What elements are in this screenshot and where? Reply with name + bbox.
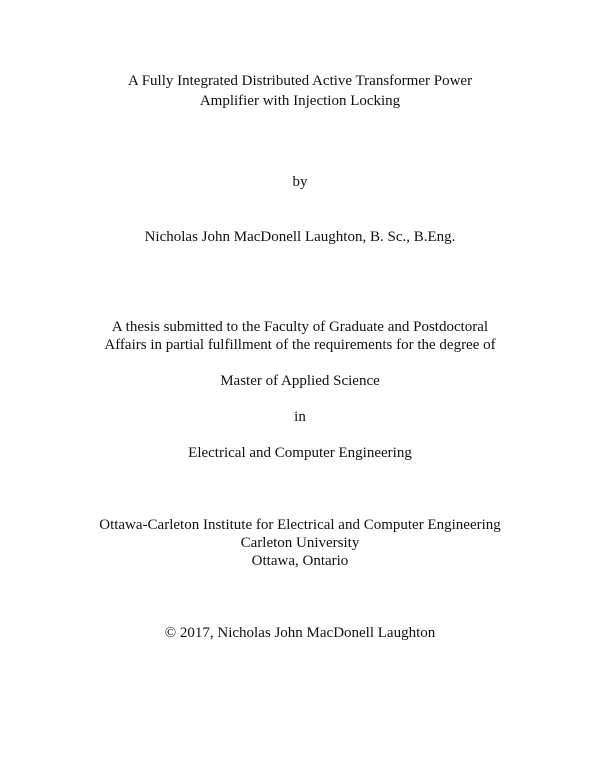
institution-line-3: Ottawa, Ontario: [251, 553, 349, 569]
title-line-2: Amplifier with Injection Locking: [199, 93, 401, 109]
in-label: in: [294, 409, 306, 425]
institution-line-1: Ottawa-Carleton Institute for Electrical and Computer Engineering: [99, 517, 501, 533]
institution-line-2: Carleton University: [240, 535, 360, 551]
title-line-1: A Fully Integrated Distributed Active Transformer Power: [127, 73, 473, 89]
author-name: Nicholas John MacDonell Laughton, B. Sc., B.Eng.: [144, 229, 456, 245]
degree-name: Master of Applied Science: [220, 373, 380, 389]
submission-line-2: Affairs in partial fulfillment of the requirements for the degree of: [104, 337, 496, 353]
submission-line-1: A thesis submitted to the Faculty of Graduate and Postdoctoral: [111, 319, 489, 335]
copyright-notice: © 2017, Nicholas John MacDonell Laughton: [164, 625, 436, 641]
by-label: by: [292, 174, 308, 190]
field-of-study: Electrical and Computer Engineering: [188, 445, 412, 461]
